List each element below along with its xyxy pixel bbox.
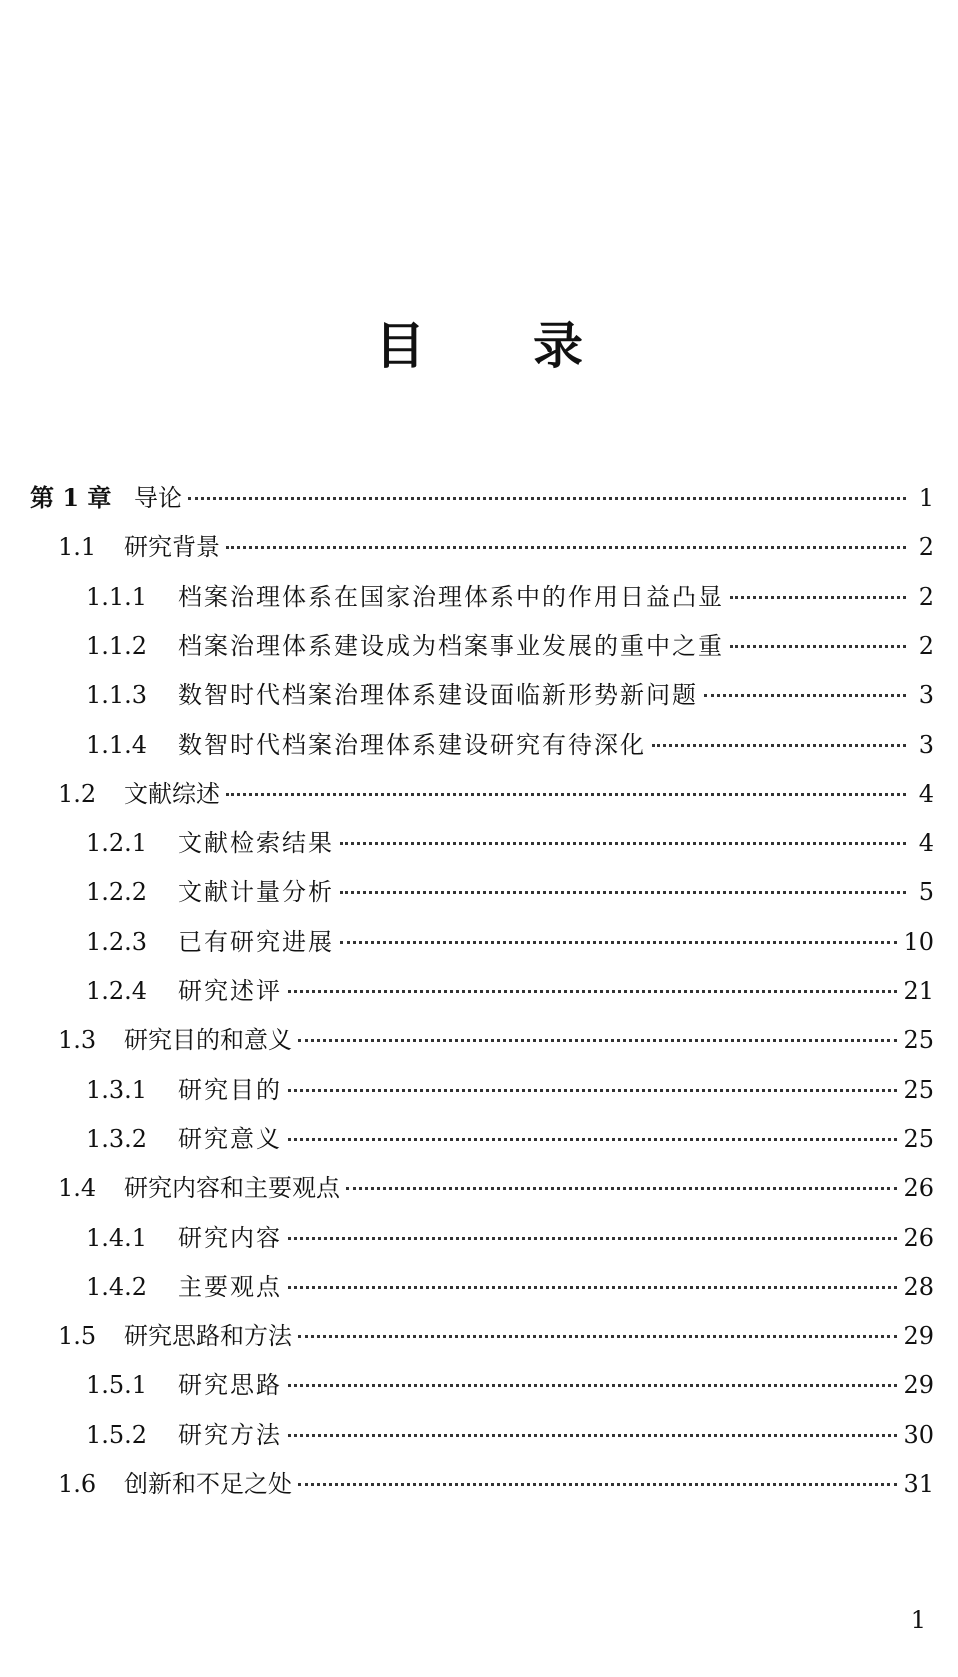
toc-entry-page: 10	[903, 927, 934, 956]
toc-entry-label: 研究意义	[178, 1124, 282, 1153]
toc-entry-number: 1.3.2	[86, 1124, 148, 1153]
toc-entry-label: 研究方法	[178, 1420, 282, 1449]
dot-leader	[288, 1089, 897, 1092]
dot-leader	[288, 990, 897, 993]
dot-leader	[298, 1039, 897, 1042]
toc-entry-label: 主要观点	[178, 1272, 282, 1301]
toc-entry-page: 4	[918, 779, 934, 808]
toc-entry-number: 1.4	[58, 1174, 97, 1203]
toc-entry[interactable]	[58, 1464, 934, 1504]
toc-entry-number: 1.4.1	[86, 1223, 148, 1252]
toc-entry[interactable]	[58, 527, 934, 567]
title-char-1: 目	[375, 316, 425, 375]
toc-entry-label: 研究内容和主要观点	[124, 1174, 340, 1203]
toc-entry-number: 1.5.2	[86, 1420, 148, 1449]
toc-entry-number: 1.2.4	[86, 977, 148, 1005]
toc-entry-number: 1.1.1	[86, 582, 148, 611]
toc-entry-number: 1.3.1	[86, 1075, 148, 1104]
dot-leader	[652, 744, 906, 747]
toc-entry-label: 档案治理体系在国家治理体系中的作用日益凸显	[178, 582, 724, 611]
toc-entry-label: 研究述评	[178, 977, 282, 1005]
toc-entry-page: 2	[918, 631, 934, 660]
toc-entry-label: 文献综述	[124, 779, 220, 808]
toc-entry[interactable]	[86, 1267, 934, 1307]
toc-entry[interactable]	[58, 1316, 934, 1356]
toc-entry-label: 数智时代档案治理体系建设面临新形势新问题	[178, 681, 698, 710]
toc-entry[interactable]	[58, 1020, 934, 1060]
toc-entry-page: 28	[903, 1272, 934, 1301]
toc-entry-page: 2	[918, 582, 934, 611]
toc-entry-page: 3	[918, 730, 934, 759]
toc-entry-label: 文献检索结果	[178, 829, 334, 858]
toc-entry-page: 25	[903, 1124, 934, 1153]
toc-entry-label: 研究内容	[178, 1223, 282, 1252]
toc-entry-page: 3	[918, 681, 934, 710]
toc-entry[interactable]	[86, 971, 934, 1011]
toc-entry[interactable]	[86, 1070, 934, 1110]
toc-entry-number: 1.2	[58, 779, 97, 808]
toc-entry-label: 创新和不足之处	[124, 1470, 292, 1498]
title-char-2: 录	[533, 316, 583, 375]
toc-entry[interactable]	[58, 774, 934, 814]
dot-leader	[188, 497, 906, 500]
toc-entry[interactable]	[86, 725, 934, 765]
toc-entry-label: 文献计量分析	[178, 878, 334, 907]
toc-entry-label: 研究目的和意义	[124, 1026, 292, 1055]
toc-entry-number: 1.1	[58, 533, 97, 562]
toc-entry-page: 30	[903, 1420, 934, 1449]
toc-entry[interactable]	[86, 577, 934, 617]
toc-entry-page: 25	[903, 1075, 934, 1104]
toc-entry[interactable]	[58, 1168, 934, 1208]
toc-entry-page: 2	[918, 533, 934, 562]
toc-entry-label: 研究思路	[178, 1371, 282, 1400]
toc-entry-number: 1.1.4	[86, 730, 148, 759]
dot-leader	[298, 1335, 897, 1338]
toc-entry-page: 31	[903, 1470, 934, 1498]
toc-entry[interactable]	[86, 1415, 934, 1455]
toc-entry-page: 26	[903, 1223, 934, 1252]
toc-entry[interactable]	[86, 675, 934, 715]
dot-leader	[730, 645, 906, 648]
toc-entry-label: 已有研究进展	[178, 927, 334, 956]
toc-entry-label: 研究思路和方法	[124, 1322, 292, 1351]
dot-leader	[298, 1483, 897, 1486]
toc-entry-label: 研究目的	[178, 1075, 282, 1104]
toc-entry-number: 1.6	[58, 1470, 97, 1498]
dot-leader	[704, 694, 906, 697]
dot-leader	[340, 941, 897, 944]
dot-leader	[288, 1286, 897, 1289]
toc-entry-page: 29	[903, 1322, 934, 1351]
toc-entry[interactable]	[86, 1365, 934, 1405]
dot-leader	[288, 1237, 897, 1240]
dot-leader	[226, 546, 906, 549]
toc-entry[interactable]	[86, 922, 934, 962]
toc-entry[interactable]	[30, 478, 934, 518]
toc-entry-page: 26	[903, 1174, 934, 1203]
toc-entry-number: 1.2.2	[86, 878, 148, 907]
toc-entry-number: 1.2.1	[86, 829, 148, 858]
dot-leader	[340, 842, 906, 845]
toc-entry-number: 1.4.2	[86, 1272, 148, 1301]
toc-entry-number: 1.5.1	[86, 1371, 148, 1400]
toc-entry-page: 1	[918, 484, 934, 512]
dot-leader	[288, 1434, 897, 1437]
dot-leader	[288, 1384, 897, 1387]
dot-leader	[288, 1138, 897, 1141]
toc-entry-number: 1.2.3	[86, 927, 148, 956]
toc-entry-page: 5	[918, 878, 934, 907]
toc-entry-page: 4	[918, 829, 934, 858]
toc-entry-number: 1.1.3	[86, 681, 148, 710]
toc-entry-label: 研究背景	[124, 533, 220, 562]
toc-entry-number: 1.1.2	[86, 631, 148, 660]
toc-entry[interactable]	[86, 1218, 934, 1258]
page-title	[0, 316, 958, 376]
toc-entry-page: 21	[903, 977, 934, 1005]
dot-leader	[346, 1187, 897, 1190]
toc-entry-label: 档案治理体系建设成为档案事业发展的重中之重	[178, 631, 724, 660]
toc-entry[interactable]	[86, 823, 934, 863]
dot-leader	[340, 891, 906, 894]
toc-entry[interactable]	[86, 626, 934, 666]
page-number: 1	[910, 1606, 926, 1634]
toc-entry-number: 1.3	[58, 1026, 97, 1055]
dot-leader	[730, 596, 906, 599]
toc-entry-number: 第 1 章	[30, 483, 112, 512]
toc-entry[interactable]	[86, 872, 934, 912]
toc-entry-page: 25	[903, 1026, 934, 1055]
toc-entry[interactable]	[86, 1119, 934, 1159]
toc-entry-page: 29	[903, 1371, 934, 1400]
toc-entry-number: 1.5	[58, 1322, 97, 1351]
dot-leader	[226, 793, 906, 796]
toc-entry-label: 数智时代档案治理体系建设研究有待深化	[178, 730, 646, 759]
toc-entry-label: 导论	[134, 484, 182, 512]
